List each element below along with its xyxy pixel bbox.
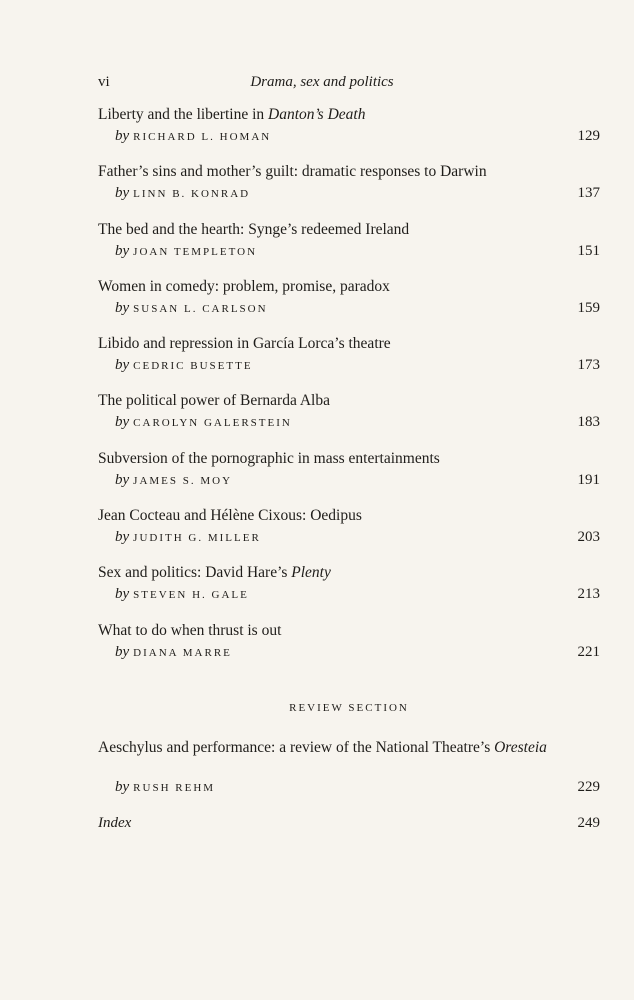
entry-title: Libido and repression in García Lorca’s theatre [98, 335, 391, 353]
index-entry [98, 815, 600, 837]
by-label: by [115, 185, 130, 202]
by-label: by [115, 529, 130, 546]
entry-page-number: 173 [577, 357, 600, 374]
entry-title: Father’s sins and mother’s guilt: dramatic responses to Darwin [98, 163, 487, 181]
by-label: by [115, 299, 130, 316]
entry-author: JAMES S. MOY [133, 474, 233, 487]
entry-title: Sex and politics: David Hare’s Plenty [98, 564, 331, 582]
running-head [98, 74, 600, 94]
entry-page-number: 229 [577, 779, 600, 795]
entry-byline [115, 185, 250, 202]
entry-byline [115, 243, 257, 260]
entry-author: STEVEN H. GALE [133, 589, 249, 602]
entry-byline [115, 529, 261, 546]
entry-byline [115, 128, 271, 145]
entry-title: The political power of Bernarda Alba [98, 392, 330, 410]
entry-page-number: 191 [577, 471, 600, 488]
entry-title-italic: Oresteia [494, 739, 547, 756]
index-label: Index [98, 815, 132, 831]
entry-author: LINN B. KONRAD [133, 188, 251, 201]
by-label: by [115, 357, 130, 374]
contents-list [98, 106, 600, 679]
contents-page [98, 0, 600, 1000]
entry-byline [115, 472, 232, 489]
entry-byline [115, 414, 292, 431]
entry-author: DIANA MARRE [133, 646, 232, 659]
entry-byline [115, 357, 253, 374]
entry-title: The bed and the hearth: Synge’s redeemed Ireland [98, 220, 410, 238]
entry-page-number: 137 [577, 185, 600, 202]
by-label: by [115, 128, 130, 144]
by-label: by [115, 471, 130, 488]
toc-entry [98, 335, 600, 392]
toc-entry [98, 221, 600, 278]
index-page-number: 249 [577, 815, 600, 831]
toc-entry [98, 622, 600, 679]
toc-entry [98, 392, 600, 449]
entry-page-number: 213 [577, 586, 600, 603]
entry-title-italic: Plenty [291, 564, 331, 582]
toc-entry [98, 564, 600, 621]
entry-page-number: 183 [577, 414, 600, 431]
by-label: by [115, 586, 130, 603]
entry-author: JOAN TEMPLETON [133, 245, 258, 258]
entry-author: RICHARD L. HOMAN [133, 131, 272, 143]
toc-entry [98, 163, 600, 220]
by-label: by [115, 242, 130, 259]
entry-title: Women in comedy: problem, promise, paradox [98, 277, 390, 295]
toc-entry [98, 106, 600, 163]
entry-page-number: 151 [577, 242, 600, 259]
entry-author: CAROLYN GALERSTEIN [133, 417, 292, 430]
entry-title: Jean Cocteau and Hélène Cixous: Oedipus [98, 507, 362, 525]
by-label: by [115, 779, 130, 795]
entry-byline [115, 300, 268, 317]
entry-byline [115, 644, 232, 661]
entry-title: Liberty and the libertine in Danton’s Death [98, 106, 366, 123]
entry-page-number: 203 [577, 529, 600, 546]
entry-author: RUSH REHM [133, 782, 216, 794]
entry-page-number: 221 [577, 643, 600, 660]
by-label: by [115, 414, 130, 431]
entry-author: JUDITH G. MILLER [133, 532, 261, 545]
toc-entry [98, 507, 600, 564]
entry-title-italic: Danton’s Death [268, 106, 366, 123]
review-section-heading: REVIEW SECTION [289, 702, 409, 714]
entry-byline [115, 779, 215, 796]
entry-author: CEDRIC BUSETTE [133, 360, 253, 373]
entry-title: Aeschylus and performance: a review of the National Theatre’s Oresteia [98, 739, 547, 756]
entry-page-number: 129 [577, 128, 600, 144]
by-label: by [115, 643, 130, 660]
folio: vi [98, 74, 110, 90]
entry-byline [115, 586, 249, 603]
entry-author: SUSAN L. CARLSON [133, 302, 268, 315]
running-title: Drama, sex and politics [250, 74, 394, 90]
toc-entry [98, 278, 600, 335]
review-entry [98, 737, 600, 807]
entry-page-number: 159 [577, 299, 600, 316]
toc-entry [98, 450, 600, 507]
entry-title: What to do when thrust is out [98, 621, 282, 639]
entry-title: Subversion of the pornographic in mass entertainments [98, 449, 440, 467]
